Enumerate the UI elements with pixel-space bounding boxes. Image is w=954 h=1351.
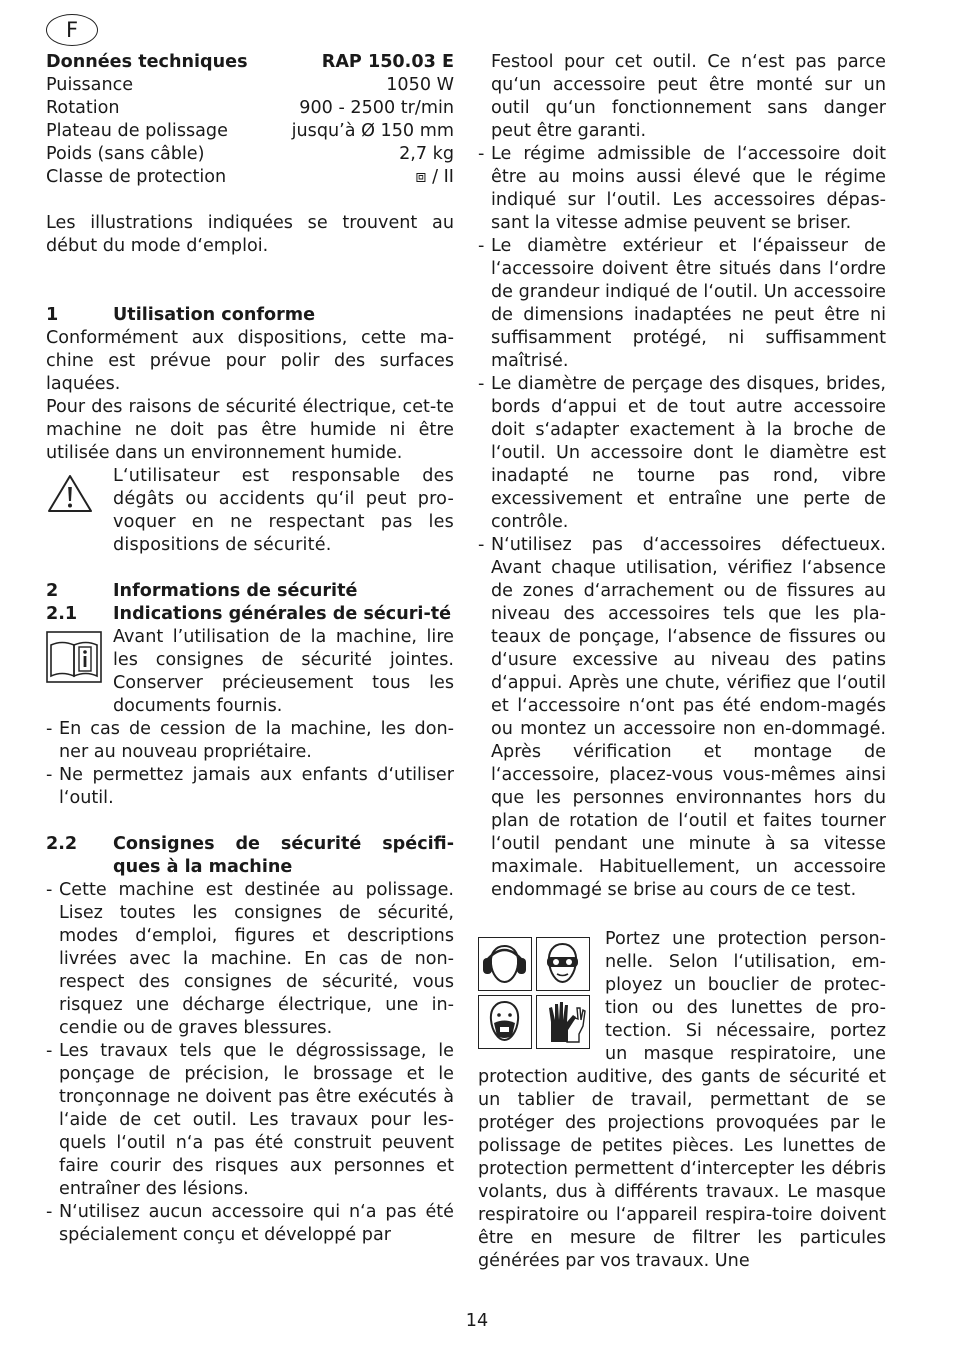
right-column	[478, 51, 886, 902]
ppe-pictograms	[478, 937, 595, 1052]
spec-label: Rotation	[46, 98, 120, 118]
text-line: tection. Si nécessaire, portez	[605, 1021, 886, 1041]
left-column	[46, 51, 454, 1247]
spec-label: Poids (sans câble)	[46, 144, 205, 164]
table-row	[46, 166, 454, 189]
warning-block	[46, 465, 454, 557]
table-row	[46, 97, 454, 120]
section-2-1-heading	[46, 603, 454, 626]
spec-value: 2,7 kg	[399, 144, 454, 164]
ppe-side-text	[605, 928, 886, 1066]
section-number: 2	[46, 581, 59, 601]
table-row	[46, 120, 454, 143]
section-1-heading	[46, 304, 454, 327]
list-item: - Le diamètre extérieur et l‘épaisseur de l‘accessoire doivent être situés dans l‘ordre de grandeur indiqué de l‘outil. Un accessoire de dimensions inadaptées ne peut être ni suffisamment protégé, ni suffisamment maîtrisé.	[478, 236, 886, 371]
list-item: - Les travaux tels que le dégrossissage, le ponçage de précision, le brossage et le tronçonnage ne doivent pas être exécutés à l‘aide de cet outil. Les travaux pour les-quels l‘outil n‘a pas été construit peuvent faire courir des risques aux personnes et entraîner des lésions.	[46, 1041, 454, 1199]
text-line: Portez une protection person-	[605, 929, 886, 949]
section-number: 2.1	[46, 604, 78, 624]
list-item: - En cas de cession de la machine, les don-ner au nouveau propriétaire.	[46, 719, 454, 762]
list-item: - Cette machine est destinée au polissage. Lisez toutes les consignes de sécurité, modes d‘emploi, figures et descriptions livrées avec la machine. En cas de non-respect des consignes de sécurité, vous risquez une décharge électrique, une in-cendie ou de graves blessures.	[46, 880, 454, 1038]
ppe-text: protection auditive, des gants de sécurité et un tablier de travail, permettant de se protéger des projections provoquées par le polissage de petites pièces. Les lunettes de protection permettent d‘intercepter les débris volants, dus à différents travaux. Le masque respiratoire ou l‘appareil respira-toire doivent être en mesure de filtrer les particules générées par vos travaux. Une	[478, 1067, 886, 1271]
specs-title: Données techniques	[46, 52, 248, 72]
technical-data-table	[46, 51, 454, 189]
spec-value: jusqu’à Ø 150 mm	[291, 121, 454, 141]
warning-icon	[46, 465, 113, 557]
section-title: Indications générales de sécuri-té	[113, 604, 452, 624]
text-line: ployez un bouclier de protec-	[605, 975, 886, 995]
safety-goggles-icon	[536, 937, 590, 991]
read-manual-block	[46, 626, 454, 718]
respirator-mask-icon	[478, 995, 532, 1049]
page-number: 14	[465, 1311, 489, 1331]
table-row	[46, 74, 454, 97]
list-item: - Ne permettez jamais aux enfants d‘utiliser l‘outil.	[46, 765, 454, 808]
list-item: - Le diamètre de perçage des disques, brides, bords d‘appui et de tout autre accessoire doit s‘adapter exactement à la broche de l‘outil. Un accessoire dont le diamètre est inadapté ne tourne pas rond, vibre excessivement et entraîne une perte de contrôle.	[478, 374, 886, 532]
accessory-safety-list	[478, 143, 886, 902]
spec-label: Classe de protection	[46, 167, 227, 187]
paragraph: Conformément aux dispositions, cette ma-chine est prévue pour polir des surfaces laquées.	[46, 328, 454, 394]
spec-value: 900 - 2500 tr/min	[299, 98, 454, 118]
text-line: nelle. Selon l‘utilisation, em-	[605, 952, 886, 972]
section-number: 1	[46, 305, 59, 325]
section-title: Informations de sécurité	[113, 581, 358, 601]
list-item: - N‘utilisez aucun accessoire qui n‘a pas été spécialement conçu et développé par	[46, 1202, 454, 1245]
ear-protection-icon	[478, 937, 532, 991]
read-manual-text: Avant l’utilisation de la machine, lire les consignes de sécurité jointes. Conserver précieusement tous les documents fournis.	[113, 627, 454, 716]
section-number: 2.2	[46, 834, 78, 854]
section-title: Consignes de sécurité spécifi-ques à la machine	[113, 834, 454, 877]
paragraph: Pour des raisons de sécurité électrique, cet-te machine ne doit pas être humide ni être utilisée dans un environnement humide.	[46, 397, 454, 463]
specs-header-row	[46, 51, 454, 74]
text-line: tion ou des lunettes de pro-	[605, 998, 886, 1018]
spec-value: 1050 W	[386, 75, 454, 95]
read-manual-icon	[46, 626, 113, 718]
spec-value: ⧈ / II	[415, 167, 454, 187]
machine-safety-list	[46, 879, 454, 1247]
list-item: - Le régime admissible de l‘accessoire doit être au moins aussi élevé que le régime indiqué sur l‘outil. Les accessoires dépas-sant la vitesse admise peuvent se briser.	[478, 144, 886, 233]
language-badge: F	[46, 14, 98, 46]
safety-gloves-icon	[536, 995, 590, 1049]
text-line: un masque respiratoire, une	[605, 1044, 886, 1064]
model-name: RAP 150.03 E	[321, 52, 454, 72]
warning-text: L‘utilisateur est responsable des dégâts ou accidents qu‘il peut pro-voquer en ne respectant pas les dispositions de sécurité.	[113, 466, 454, 555]
table-row	[46, 143, 454, 166]
section-title: Utilisation conforme	[113, 305, 316, 325]
paragraph: Festool pour cet outil. Ce n‘est pas parce qu‘un accessoire peut être monté sur un outil qu‘un fonctionnement sans danger peut être garanti.	[491, 52, 886, 141]
section-2-heading	[46, 580, 454, 603]
spec-label: Puissance	[46, 75, 134, 95]
section-2-2-heading	[46, 833, 454, 879]
spec-label: Plateau de polissage	[46, 121, 228, 141]
illustrations-note: Les illustrations indiquées se trouvent au début du mode d‘emploi.	[46, 213, 454, 256]
general-safety-list	[46, 718, 454, 810]
list-item: - N‘utilisez pas d‘accessoires défectueux. Avant chaque utilisation, vérifiez l‘absence de zones d‘arrachement ou de fissures au niveau des accessoires tels que les pla-teaux de ponçage, l‘absence de fissures ou d‘usure excessive au niveau des patins d‘appui. Après une chute, vérifiez que l‘outil et l‘accessoire n‘ont pas été endom-magés ou montez un accessoire non en-dommagé. Après vérification et montage de l‘accessoire, placez-vous vous-mêmes ainsi que les personnes environnantes hors du plan de rotation de l‘outil et faites tourner l‘outil pendant une minute à sa vitesse maximale. Habituellement, un accessoire endommagé se brise au cours de ce test.	[478, 535, 886, 900]
